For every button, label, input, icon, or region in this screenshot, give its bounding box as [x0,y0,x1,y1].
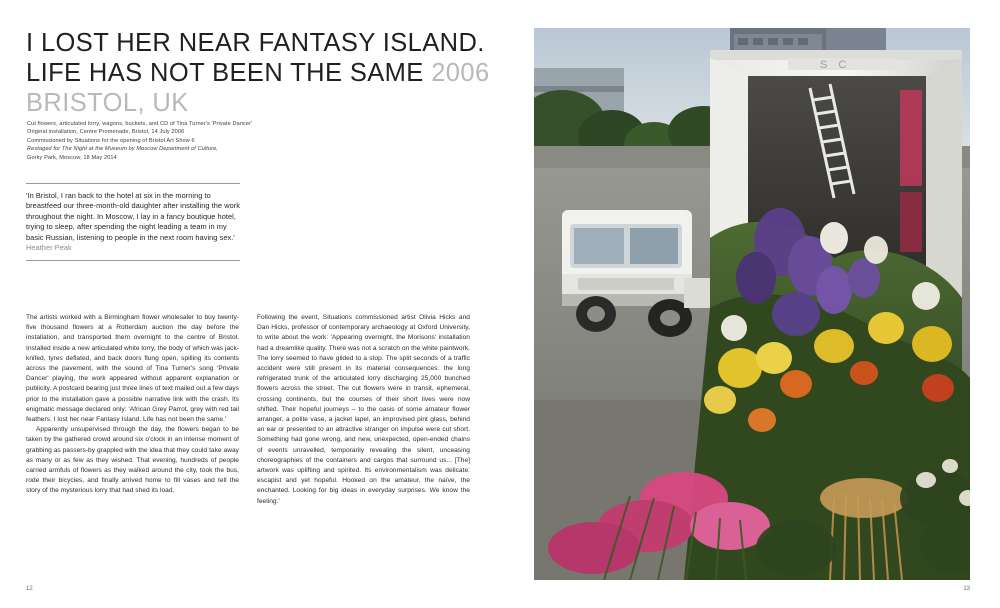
body-columns [26,313,470,507]
svg-text:S C: S C [820,59,851,71]
photograph-illustration [534,28,970,580]
credit-line: Cut flowers, articulated lorry, wagons, buckets, and CD of Tina Turner's 'Private Dancer' [27,121,253,127]
pull-quote-text [26,191,240,253]
page-title [26,28,490,118]
paragraph: The artists worked with a Birmingham flower wholesaler to buy twenty-five thousand flowers at a Rotterdam auction the day before the installation, and transported them overnight to the centre of Bristol. Installed inside a new articulated white lorry, the body of which was jack-knifed, tyres deflated, and back doors flung open, spilling its contents across the pavement, with the sound of Tina Turner's song 'Private Dancer' playing, the work appeared without apparent explanation or publicity. A postcard bearing just three lines of text mailed out a few days prior to the installation gave a possible narrative link with the crash. Its enigmatic message declared only: 'African Grey Parrot, grey with red tail feathers. I lost her near Fantasy Island. Life has not been the same.' [26,314,239,424]
pull-quote-body: 'In Bristol, I ran back to the hotel at six in the morning to breastfeed our three-month-old daughter after installing the work throughout the night. In Moscow, I lay in a fancy boutique hotel, trying to sleep, after spending the night leading a team in my basic Russian, listening to people in the next room having sex.' [26,191,241,242]
credit-line: Restaged for The Night at the Museum by Moscow Department of Culture, [27,146,218,153]
title-line-1: I LOST HER NEAR FANTASY ISLAND. [26,29,485,57]
paragraph: Following the event, Situations commissioned artist Olivia Hicks and Dan Hicks, professor of contemporary archaeology at Oxford University, to write about the work: 'Appearing overnight, the Morisons' installation had a dreamlike quality. There was not a scratch on the white paintwork. The lorry seemed to have glided to a stop. The split seconds of a traffic accident were still present in its material consequences: the long refrigerated trunk of the articulated lorry discharging 25,000 bunched flowers across the street. The cut flowers were in transit, ephemeral, crossing continents, but the courses of their short lives were now shifted. Their hopeful journeys – to the oasis of some amateur flower arranger, a polite vase, a jacket lapel, an improvised pint glass, behind an ear or presented to an attractive stranger on impulse were cut short. Something had gone wrong, and new, unexpected, open-ended chains of events unravelled, temporarily revealing the silent, unceasing choreographies of the containers and cargos that surround us... [The] artwork was uplifting and spirited. Its environmentalism was delicate: escapist and yet hopeful. Hooked on the amateur, the naïve, the enchanted. Looking for big ideas in everyday surprises. We know the feeling.' [257,314,470,505]
credit-line: Commissioned by Situations for the opening of Bristol Art Show 6 [27,137,195,144]
title-year: 2006 [431,59,490,87]
title-location: BRISTOL, UK [26,89,189,117]
pull-quote [26,183,240,261]
body-column-right [257,313,470,507]
title-line-2-text: LIFE HAS NOT BEEN THE SAME [26,59,424,87]
title-line-2 [26,58,490,88]
photograph [534,28,970,580]
credit-line: Gorky Park, Moscow, 18 May 2014 [27,154,117,161]
credits-block [27,120,327,162]
body-column-left [26,313,239,507]
pull-quote-attribution: Heather Peak [26,243,72,253]
right-page [500,0,1000,608]
paragraph: Apparently unsupervised through the day, the flowers began to be taken by the gathered crowd around six o'clock in an intense moment of grabbing as passers-by grappled with the idea that they could take away as many or as few as they wished. That evening, hundreds of people carried armfuls of flowers as they walked around the city, took the bus, rode their bicycles, and finally arrived home to fill vases and tell the story of the mysterious lorry that had shed its load. [26,426,239,495]
folio-left: 12 [26,586,33,592]
folio-right: 13 [963,586,970,592]
credit-line: Original installation, Centre Promenade, Bristol, 14 July 2006 [27,129,185,136]
